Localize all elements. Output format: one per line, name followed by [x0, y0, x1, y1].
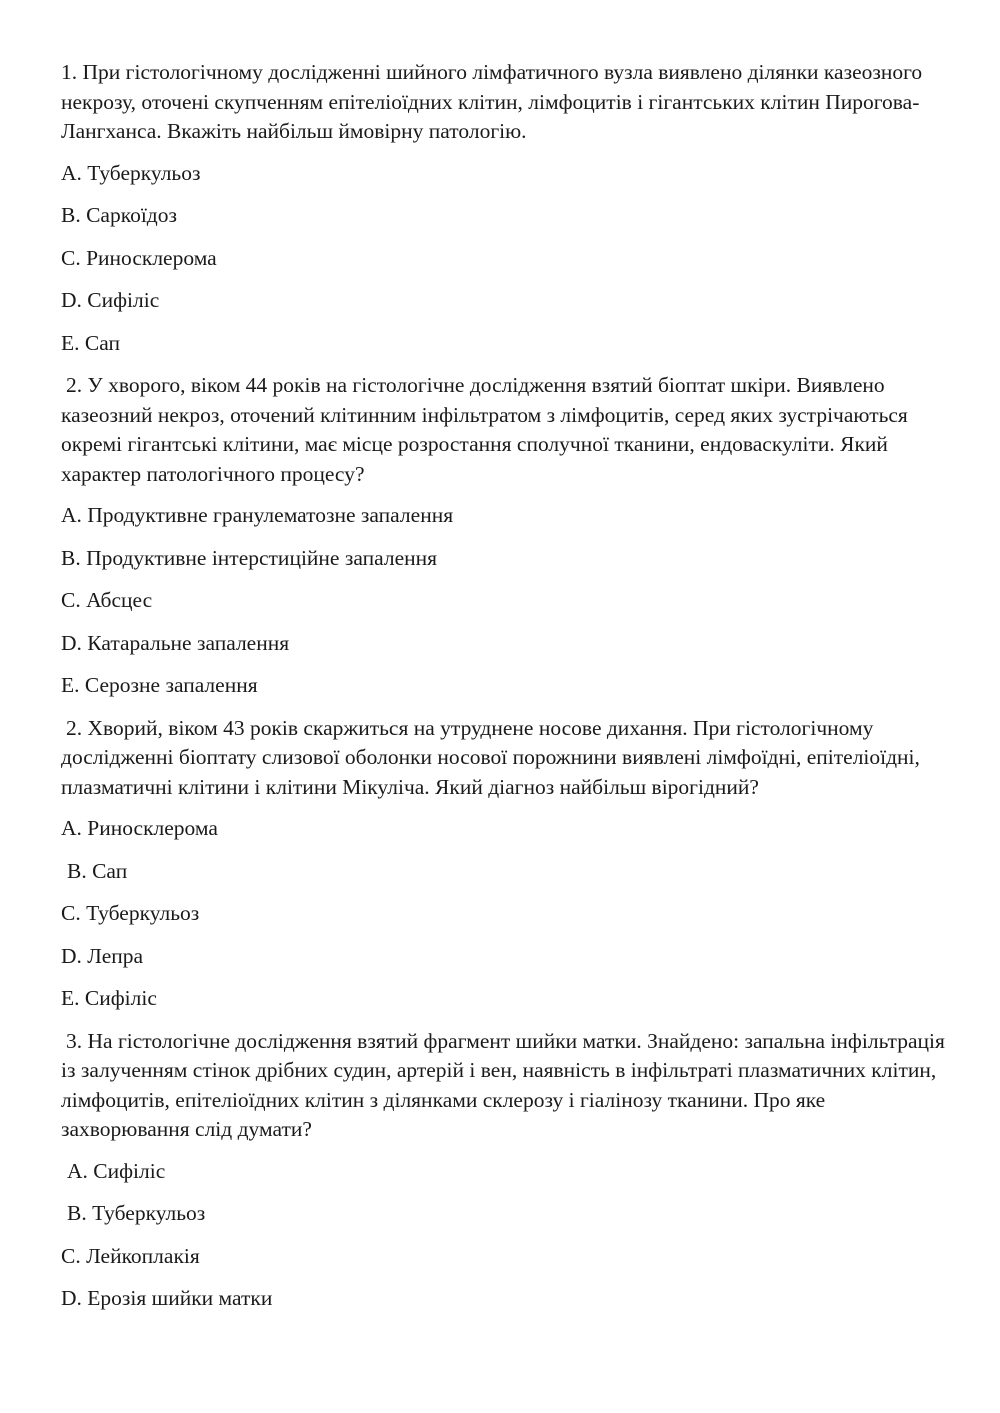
- answer-option: D. Лепра: [61, 943, 144, 968]
- answer-option: C. Риносклерома: [61, 245, 217, 270]
- question-block-1: [61, 58, 951, 358]
- answer-option: A. Сифіліс: [67, 1158, 166, 1183]
- answer-option: D. Ерозія шийки матки: [61, 1286, 273, 1310]
- answer-option: C. Туберкульоз: [61, 901, 200, 925]
- answer-option: A. Продуктивне гранулематозне запалення: [61, 503, 454, 527]
- answer-option: B. Туберкульоз: [67, 1201, 206, 1225]
- answer-option: E. Сап: [61, 330, 120, 355]
- answer-option: C. Лейкоплакія: [61, 1243, 200, 1268]
- answer-option: D. Сифіліс: [61, 288, 160, 312]
- question-block-3: [61, 714, 951, 1014]
- answer-option: B. Продуктивне інтерстиційне запалення: [61, 545, 438, 570]
- question-text: 1. При гістологічному дослідженні шийного лімфатичного вузла виявлено ділянки казеозного некрозу, оточені скупченням епітеліоїдних клітин, лімфоцитів і гігантських клітин Пирогова-Лангханса. Вкажіть найбільш ймовірну патологію.: [61, 60, 923, 143]
- question-block-4: [61, 1027, 951, 1314]
- document-page: [61, 58, 951, 1327]
- answer-option: D. Катаральне запалення: [61, 630, 290, 655]
- answer-option: B. Сап: [67, 858, 128, 883]
- answer-option: A. Риносклерома: [61, 816, 218, 840]
- answer-option: A. Туберкульоз: [61, 160, 201, 185]
- answer-option: B. Саркоїдоз: [61, 203, 177, 227]
- question-text: 3. На гістологічне дослідження взятий фрагмент шийки матки. Знайдено: запальна інфільтрація із залученням стінок дрібних судин, артерій і вен, наявність в інфільтраті плазматичних клітин, лімфоцитів, епітеліоїдних клітин з ділянками склерозу і гіалінозу тканини. Про яке захворювання слід думати?: [61, 1028, 945, 1141]
- question-text: 2. Хворий, віком 43 років скаржиться на утруднене носове дихання. При гістологічному дослідженні біоптату слизової оболонки носової порожнини виявлені лімфоїдні, епітеліоїдні, плазматичні клітини і клітини Мікуліча. Який діагноз найбільш вірогідний?: [61, 715, 920, 799]
- question-text: 2. У хворого, віком 44 років на гістологічне дослідження взятий біоптат шкіри. Виявлено казеозний некроз, оточений клітинним інфільтратом з лімфоцитів, серед яких зустрічаються окремі гігантські клітини, має місце розростання сполучної тканини, ендоваскуліти. Який характер патологічного процесу?: [61, 373, 908, 486]
- answer-option: C. Абсцес: [61, 588, 153, 612]
- answer-option: E. Серозне запалення: [61, 673, 258, 697]
- answer-option: E. Сифіліс: [61, 986, 157, 1010]
- question-block-2: [61, 371, 951, 701]
